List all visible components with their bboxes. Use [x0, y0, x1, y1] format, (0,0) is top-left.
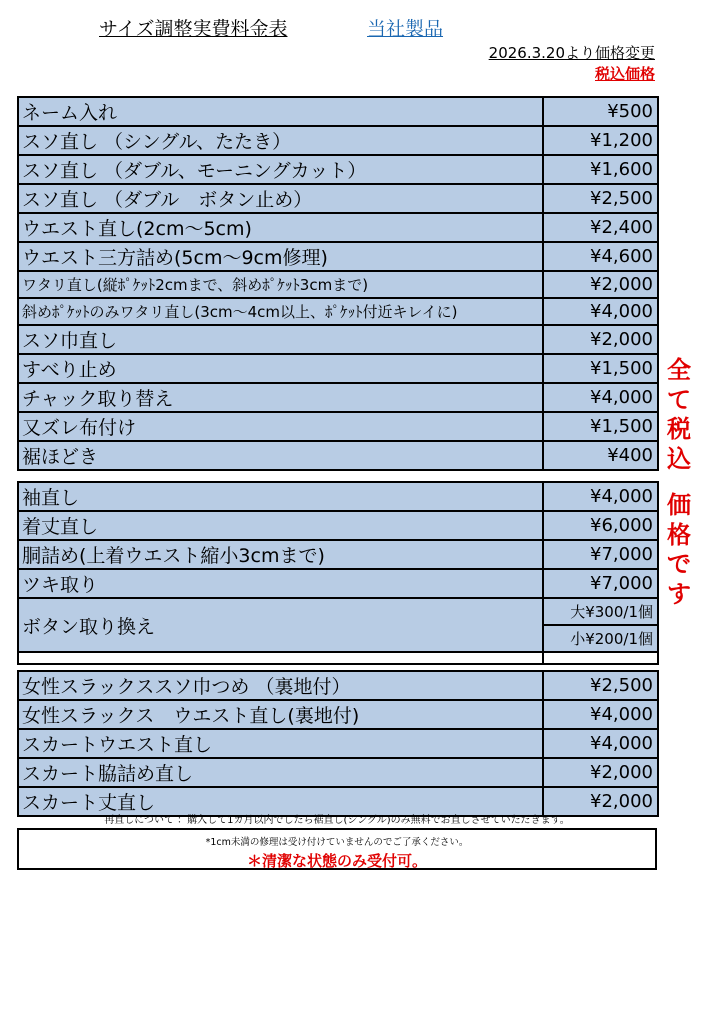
service-price: ¥2,500	[543, 184, 658, 213]
service-price: ¥2,500	[543, 671, 658, 700]
service-name: 女性スラックス ウエスト直し(裏地付)	[18, 700, 543, 729]
service-name: 着丈直し	[18, 511, 543, 540]
service-name: 又ズレ布付け	[18, 412, 543, 441]
service-price: ¥2,400	[543, 213, 658, 242]
service-name: ウエスト直し(2cm～5cm)	[18, 213, 543, 242]
service-price: ¥1,600	[543, 155, 658, 184]
table-row	[18, 354, 658, 383]
service-price: ¥2,000	[543, 325, 658, 354]
service-price: ¥2,000	[543, 758, 658, 787]
service-name: チャック取り替え	[18, 383, 543, 412]
table-row	[18, 412, 658, 441]
service-price: ¥500	[543, 97, 658, 126]
service-price: ¥4,600	[543, 242, 658, 271]
service-price: ¥7,000	[543, 540, 658, 569]
side-char: 税	[667, 415, 691, 443]
table-row	[18, 325, 658, 354]
table-row	[18, 598, 658, 625]
service-name: スソ巾直し	[18, 325, 543, 354]
service-name: スソ直し （シングル、たたき）	[18, 126, 543, 155]
table-row	[18, 383, 658, 412]
table-row	[18, 700, 658, 729]
table-row	[18, 184, 658, 213]
button-large-price: 大¥300/1個	[543, 598, 658, 625]
all-tax-included-note	[664, 356, 694, 609]
service-name: すべり止め	[18, 354, 543, 383]
service-price: ¥7,000	[543, 569, 658, 598]
service-name: スソ直し （ダブル ボタン止め）	[18, 184, 543, 213]
service-price: ¥4,000	[543, 482, 658, 511]
service-name: 斜めﾎﾟｹｯﾄのみワタリ直し(3cm～4cm以上、ﾎﾟｹｯﾄ付近キレイに)	[18, 298, 543, 325]
minimum-repair-note: *1cm未満の修理は受け付けていませんのでご了承ください。	[205, 837, 469, 848]
table-row	[18, 441, 658, 470]
service-price: ¥4,000	[543, 298, 658, 325]
spacer-row	[18, 652, 658, 664]
table-row	[18, 271, 658, 298]
service-name: スカートウエスト直し	[18, 729, 543, 758]
table-row	[18, 126, 658, 155]
notice-box	[17, 828, 657, 870]
side-char: で	[667, 550, 691, 578]
table-row	[18, 97, 658, 126]
side-char: て	[667, 385, 691, 414]
price-table-women	[17, 670, 659, 817]
service-price: ¥1,500	[543, 412, 658, 441]
service-name: 袖直し	[18, 482, 543, 511]
table-row	[18, 213, 658, 242]
service-price: ¥1,500	[543, 354, 658, 383]
tax-included-label: 税込価格	[594, 65, 655, 83]
service-price: ¥1,200	[543, 126, 658, 155]
redo-policy: 再直しについて ：購入して1カ月以内でしたら裾直し(シングル)のみ無料でお直しさせていただきます。	[104, 815, 570, 826]
service-price: ¥2,000	[543, 787, 658, 816]
table-row	[18, 482, 658, 511]
service-name: ワタリ直し(縦ﾎﾟｹｯﾄ2cmまで、斜めﾎﾟｹｯﾄ3cmまで)	[18, 271, 543, 298]
service-price: ¥4,000	[543, 729, 658, 758]
side-char: 格	[667, 520, 691, 549]
table-row	[18, 298, 658, 325]
table-row	[18, 242, 658, 271]
brand-link[interactable]: 当社製品	[367, 18, 444, 40]
table-row	[18, 540, 658, 569]
service-name: 女性スラックススソ巾つめ （裏地付）	[18, 671, 543, 700]
price-table-jacket	[17, 481, 659, 665]
service-price: ¥400	[543, 441, 658, 470]
table-row	[18, 758, 658, 787]
side-char: 込	[667, 444, 691, 473]
service-price: ¥4,000	[543, 700, 658, 729]
service-price: ¥2,000	[543, 271, 658, 298]
service-name: スソ直し （ダブル、モーニングカット）	[18, 155, 543, 184]
side-char: 全	[667, 356, 691, 384]
clean-condition-note: ＊清潔な状態のみ受付可。	[246, 852, 427, 870]
service-name: ウエスト三方詰め(5cm～9cm修理)	[18, 242, 543, 271]
service-name: 裾ほどき	[18, 441, 543, 470]
service-name: スカート脇詰め直し	[18, 758, 543, 787]
table-row	[18, 671, 658, 700]
price-change-date: 2026.3.20より価格変更	[488, 44, 655, 62]
button-replace-label: ボタン取り換え	[18, 598, 543, 652]
button-small-price: 小¥200/1個	[543, 625, 658, 652]
side-char: 価	[667, 491, 691, 519]
page-title: サイズ調整実費料金表	[99, 18, 288, 40]
side-char: す	[667, 579, 691, 608]
table-row	[18, 569, 658, 598]
service-name: スカート丈直し	[18, 787, 543, 816]
service-price: ¥6,000	[543, 511, 658, 540]
table-row	[18, 729, 658, 758]
table-row	[18, 155, 658, 184]
service-name: ネーム入れ	[18, 97, 543, 126]
service-name: 胴詰め(上着ウエスト縮小3cmまで)	[18, 540, 543, 569]
price-table-pants	[17, 96, 659, 471]
table-row	[18, 511, 658, 540]
service-name: ツキ取り	[18, 569, 543, 598]
service-price: ¥4,000	[543, 383, 658, 412]
